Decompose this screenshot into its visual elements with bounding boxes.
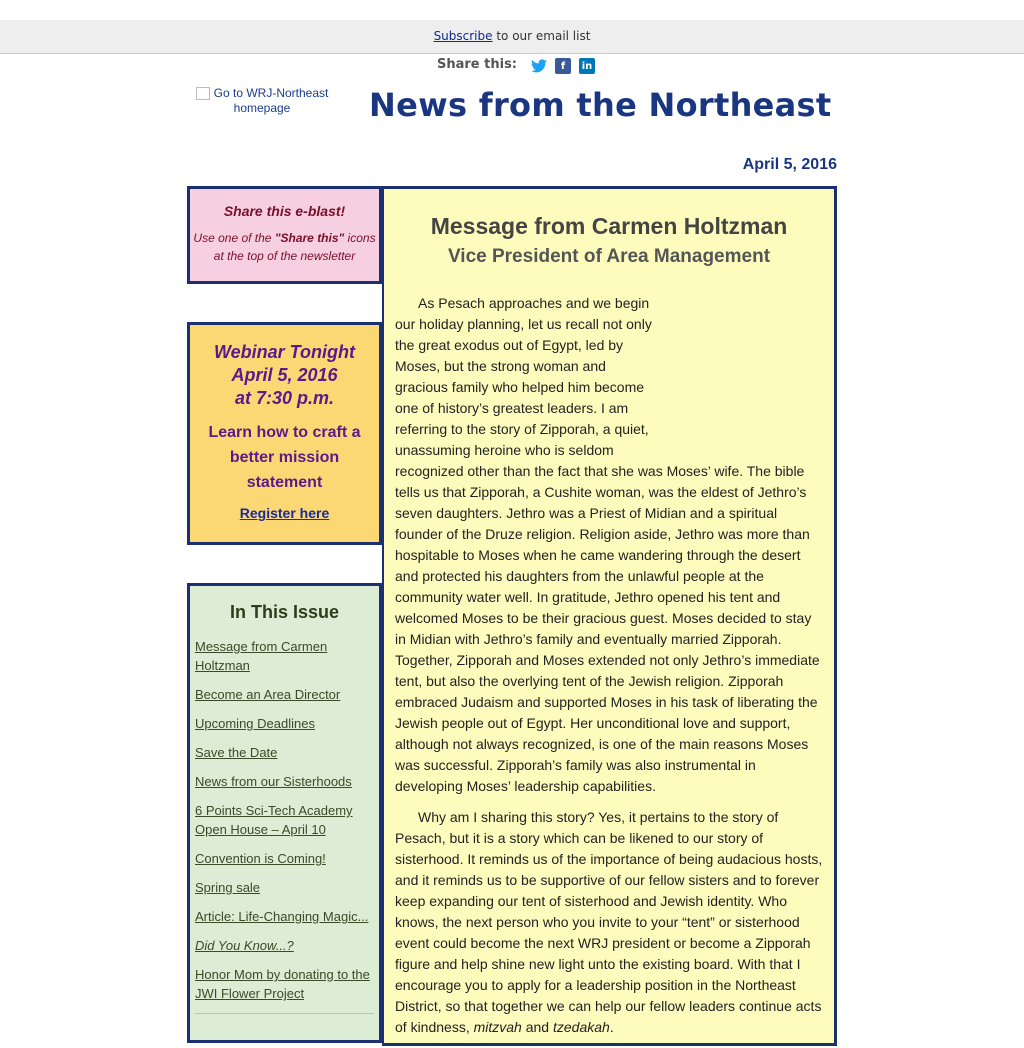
share-label: Share this: — [437, 56, 518, 72]
toc-link[interactable]: News from our Sisterhoods — [195, 774, 352, 789]
share-box-heading: Share this e-blast! — [223, 203, 346, 219]
subscribe-bar — [0, 20, 1024, 54]
newsletter-title: News from the Northeast — [369, 86, 832, 124]
webinar-description: Learn how to craft a better mission statement — [208, 424, 361, 491]
image-placeholder — [655, 293, 825, 461]
toc-divider — [195, 1013, 374, 1014]
toc-link[interactable]: 6 Points Sci-Tech Academy Open House – April 10 — [195, 803, 353, 837]
share-bar — [437, 54, 603, 74]
article-paragraph: As Pesach approaches and we begin our holiday planning, let us recall not only the great exodus out of Egypt, led by Moses, but the strong woman and gracious family who helped him become one of history’s greatest leaders. I am referring to the story of Zipporah, a quiet, unassuming heroine who is seldom recognized other than the fact that she was Moses’ wife. The bible tells us that Zipporah, a Cushite woman, was the eldest of Jethro’s seven daughters. Jethro was a Priest of Midian and a spiritual founder of the Druze religion. Religion aside, Jethro was more than hospitable to Moses when he came wandering through the desert and protected his daughters from the unlawful people at the community water well. In gratitude, Jethro opened his tent and welcomed Moses to be their gracious guest. Moses decided to stay in Midian with Jethro’s family and eventually married Zipporah. Together, Zipporah and Moses extended not only Jethro’s immediate tent, but also the overlying tent of the Jewish religion. Zipporah embraced Judaism and supported Moses in his task of liberating the Jewish people out of Egypt. Her unconditional love and support, although not always recognized, is one of the main reasons Moses was successful. Zipporah’s family was also instrumental in developing Moses’ leadership capabilities. — [395, 295, 820, 794]
article-body — [395, 293, 825, 1048]
toc-link[interactable]: Convention is Coming! — [195, 851, 326, 866]
toc-link[interactable]: Honor Mom by donating to the JWI Flower Project — [195, 967, 370, 1001]
twitter-icon[interactable] — [531, 58, 547, 74]
facebook-icon[interactable]: f — [555, 58, 571, 74]
share-eblast-box — [187, 186, 382, 284]
toc-link[interactable]: Spring sale — [195, 880, 261, 895]
toc-link[interactable]: Did You Know...? — [195, 938, 294, 953]
in-this-issue-box — [187, 583, 382, 1043]
issue-date: April 5, 2016 — [742, 156, 837, 173]
register-link[interactable]: Register here — [239, 505, 330, 521]
webinar-heading: Webinar Tonight April 5, 2016 at 7:30 p.m. — [214, 342, 355, 408]
broken-image-icon — [196, 87, 210, 100]
toc-link[interactable]: Become an Area Director — [195, 687, 341, 702]
subscribe-text: to our email list — [492, 29, 591, 43]
subscribe-link[interactable]: Subscribe — [433, 29, 493, 43]
toc-heading: In This Issue — [229, 602, 340, 622]
homepage-logo-link[interactable] — [187, 86, 337, 116]
toc-link[interactable]: Upcoming Deadlines — [195, 716, 315, 731]
article-subtitle: Vice President of Area Management — [447, 246, 771, 267]
article-paragraph: Why am I sharing this story? Yes, it pertains to the story of Pesach, but it is a story which can be likened to our story of sisterhood. It reminds us of the importance of being audacious hosts, and it reminds us to be supportive of our fellow sisters and to forever keep expanding our tent of sisterhood and Jewish identity. Who knows, the next person who you invite to your “tent” or sisterhood event could become the next WRJ president or become a Zipporah figure and help shine new light unto the existing board. With that I encourage you to apply for a leadership position in the Northeast District, so that together we can help our fellow leaders continue acts of kindness, mitzvah and tzedakah. — [395, 809, 823, 1035]
share-box-text: Use one of the "Share this" icons at the top of the newsletter — [193, 231, 376, 263]
article-title: Message from Carmen Holtzman — [430, 213, 788, 239]
toc-link[interactable]: Message from Carmen Holtzman — [195, 639, 328, 673]
logo-alt-text: Go to WRJ-Northeast homepage — [213, 86, 329, 115]
webinar-box — [187, 322, 382, 545]
toc-link[interactable]: Article: Life-Changing Magic... — [195, 909, 369, 924]
article-panel — [382, 186, 837, 1046]
linkedin-icon[interactable]: in — [579, 58, 595, 74]
toc-link[interactable]: Save the Date — [195, 745, 278, 760]
